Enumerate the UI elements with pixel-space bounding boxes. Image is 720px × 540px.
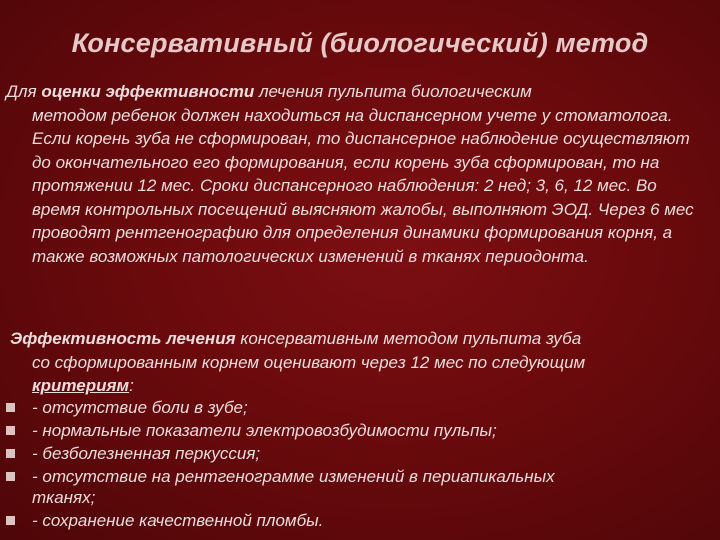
square-bullet-icon xyxy=(6,426,15,435)
paragraph-effectiveness xyxy=(6,327,706,398)
square-bullet-icon xyxy=(6,449,15,458)
paragraph-body xyxy=(6,351,706,398)
square-bullet-icon xyxy=(6,403,15,412)
list-item xyxy=(6,443,706,464)
list-item-text: - отсутствие боли в зубе; xyxy=(32,398,248,417)
lead-prefix: Для xyxy=(6,82,42,101)
lead-bold: Эффективность лечения xyxy=(10,329,236,348)
list-item xyxy=(6,510,706,531)
square-bullet-icon xyxy=(6,516,15,525)
body-text: со сформированным корнем оценивают через 12 мес по следующим xyxy=(32,352,586,372)
list-item xyxy=(6,420,706,441)
list-item-text: - сохранение качественной пломбы. xyxy=(32,511,324,530)
list-item-text: - отсутствие на рентгенограмме изменений в периапикальных xyxy=(32,467,555,486)
list-item xyxy=(6,397,706,418)
lead-bold: оценки эффективности xyxy=(41,82,255,101)
paragraph-evaluation xyxy=(6,80,706,268)
square-bullet-icon xyxy=(6,472,15,481)
paragraph-lead xyxy=(6,327,706,351)
criteria-suffix: : xyxy=(129,376,134,395)
lead-rest: консервативным методом пульпита зуба xyxy=(235,329,582,348)
slide-title: Консервативный (биологический) метод xyxy=(71,28,649,58)
criteria-list xyxy=(6,397,706,533)
list-item-text: - нормальные показатели электровозбудимости пульпы; xyxy=(32,421,497,440)
list-item xyxy=(6,466,706,508)
list-item-text-continued: тканях; xyxy=(32,488,96,507)
paragraph-body: методом ребенок должен находиться на диспансерном учете у стоматолога. Если корень зуба не сформирован, то диспансерное наблюдение осуществляют до окончательного его формирования, если корень зуба сформирован, то на протяжении 12 мес. Сроки диспансерного наблюдения: 2 нед; 3, 6, 12 мес. Во время контрольных посещений выясняют жалобы, выполняют ЭОД. Через 6 мес проводят рентгенографию для определения динамики формирования корня, а также возможных патологических изменений в тканях периодонта. xyxy=(32,105,694,266)
list-item-text: - безболезненная перкуссия; xyxy=(32,444,261,463)
criteria-label: критериям xyxy=(32,376,130,395)
paragraph-lead xyxy=(6,80,706,104)
lead-rest: лечения пульпита биологическим xyxy=(254,82,532,101)
